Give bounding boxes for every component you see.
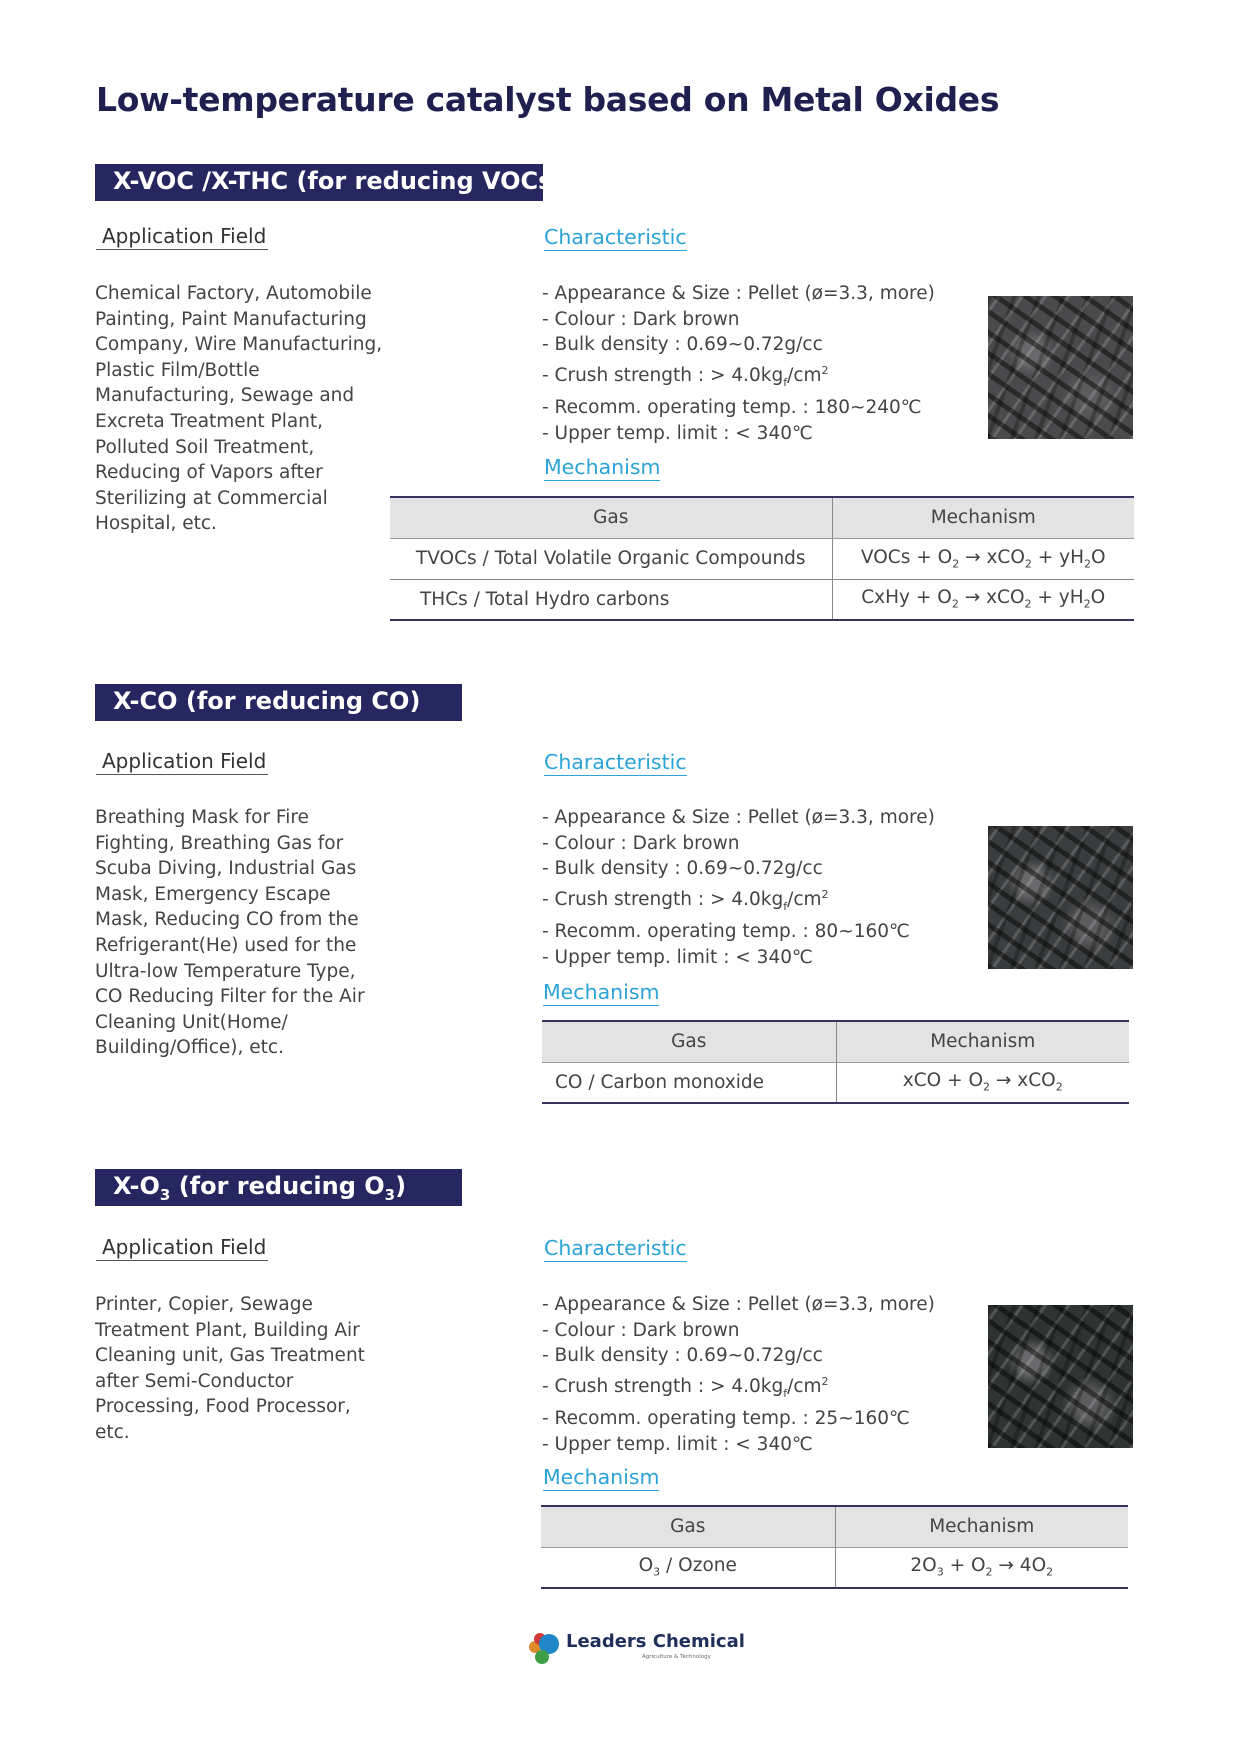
table-header-row bbox=[390, 497, 1134, 538]
char-bulk-density: - Bulk density : 0.69~0.72g/cc bbox=[542, 334, 823, 356]
application-field-heading: Application Field bbox=[96, 749, 268, 775]
gas-cell: TVOCs / Total Volatile Organic Compounds bbox=[390, 538, 832, 579]
application-field-text: Breathing Mask for Fire Fighting, Breathing Gas for Scuba Diving, Industrial Gas Mask, Emergency Escape Mask, Reducing CO from the Refrigerant(He) used for the Ultra-low Temperature Type, CO Reducing Filter for the Air Cleaning Unit(Home/ Building/Office), etc. bbox=[95, 807, 365, 1059]
mechanism-table bbox=[541, 1505, 1128, 1589]
char-upper-temp: - Upper temp. limit : < 340℃ bbox=[542, 1433, 813, 1455]
char-upper-temp: - Upper temp. limit : < 340℃ bbox=[542, 946, 813, 968]
char-crush-strength: - Crush strength : > $4.0kg_f/cm^2$ bbox=[542, 887, 829, 913]
pellet-photo bbox=[988, 826, 1133, 969]
char-operating-temp: - Recomm. operating temp. : 80~160℃ bbox=[542, 921, 910, 943]
application-field-text: Chemical Factory, Automobile Painting, Paint Manufacturing Company, Wire Manufacturing, Plastic Film/Bottle Manufacturing, Sewage and Excreta Treatment Plant, Polluted Soil Treatment, Reducing of Vapors after Sterilizing at Commercial Hospital, etc. bbox=[95, 283, 383, 535]
characteristic-list bbox=[542, 1292, 935, 1457]
char-appearance: - Appearance & Size : Pellet (ø=3.3, more) bbox=[542, 283, 935, 304]
char-appearance: - Appearance & Size : Pellet (ø=3.3, more) bbox=[542, 1294, 935, 1315]
char-bulk-density: - Bulk density : 0.69~0.72g/cc bbox=[542, 1345, 823, 1367]
char-operating-temp: - Recomm. operating temp. : 180~240℃ bbox=[542, 397, 922, 419]
mechanism-heading: Mechanism bbox=[543, 1465, 660, 1489]
pellet-photo bbox=[988, 1305, 1133, 1448]
char-upper-temp: - Upper temp. limit : < 340℃ bbox=[542, 422, 813, 444]
table-header-gas: Gas bbox=[542, 1021, 836, 1062]
table-header-mechanism: Mechanism bbox=[836, 1021, 1129, 1062]
section-banner-voc: X-VOC /X-THC (for reducing VOCs) bbox=[95, 164, 543, 201]
mechanism-table bbox=[542, 1020, 1129, 1104]
characteristic-list bbox=[542, 281, 935, 446]
table-row bbox=[541, 1547, 1128, 1588]
char-crush-strength: - Crush strength : > $4.0kg_f/cm^2$ bbox=[542, 1374, 829, 1400]
characteristic-list bbox=[542, 805, 935, 970]
gas-cell: $O_3$ / Ozone bbox=[541, 1547, 835, 1588]
pellet-photo bbox=[988, 296, 1133, 439]
mechanism-heading: Mechanism bbox=[544, 455, 661, 479]
characteristic-heading: Characteristic bbox=[544, 750, 687, 774]
mechanism-cell: CxHy + $O_2 \to xCO_2 + yH_2O$ bbox=[832, 579, 1134, 620]
table-row bbox=[390, 579, 1134, 620]
logo-mark-icon bbox=[526, 1630, 566, 1670]
application-field-heading: Application Field bbox=[96, 1235, 268, 1261]
table-row bbox=[542, 1062, 1129, 1103]
mechanism-cell: xCO + $O_2 \to xCO_2$ bbox=[836, 1062, 1129, 1103]
gas-cell: CO / Carbon monoxide bbox=[542, 1062, 836, 1103]
mechanism-cell: VOCs + $O_2 \to xCO_2 + yH_2O$ bbox=[832, 538, 1134, 579]
char-crush-strength: - Crush strength : > $4.0kg_f/cm^2$ bbox=[542, 363, 829, 389]
mechanism-table bbox=[390, 496, 1134, 621]
table-header-mechanism: Mechanism bbox=[835, 1506, 1128, 1547]
mechanism-heading: Mechanism bbox=[543, 980, 660, 1004]
table-header-row bbox=[541, 1506, 1128, 1547]
char-colour: - Colour : Dark brown bbox=[542, 1319, 740, 1341]
characteristic-heading: Characteristic bbox=[544, 1236, 687, 1260]
char-operating-temp: - Recomm. operating temp. : 25~160℃ bbox=[542, 1408, 910, 1430]
char-bulk-density: - Bulk density : 0.69~0.72g/cc bbox=[542, 858, 823, 880]
table-header-mechanism: Mechanism bbox=[832, 497, 1134, 538]
table-header-row bbox=[542, 1021, 1129, 1062]
table-row bbox=[390, 538, 1134, 579]
logo-tagline: Agriculture & Technology bbox=[642, 1654, 711, 1660]
mechanism-cell: $2O_3 + O_2 \to 4O_2$ bbox=[835, 1547, 1128, 1588]
char-appearance: - Appearance & Size : Pellet (ø=3.3, more) bbox=[542, 807, 935, 828]
table-header-gas: Gas bbox=[390, 497, 832, 538]
section-banner-ozone: $X-O_3$ (for reducing $O_3$) bbox=[95, 1169, 462, 1206]
company-logo bbox=[524, 1630, 745, 1670]
gas-cell: THCs / Total Hydro carbons bbox=[390, 579, 832, 620]
table-header-gas: Gas bbox=[541, 1506, 835, 1547]
application-field-heading: Application Field bbox=[96, 224, 268, 250]
section-banner-co: X-CO (for reducing CO) bbox=[95, 684, 462, 721]
characteristic-heading: Characteristic bbox=[544, 225, 687, 249]
logo-name: Leaders Chemical bbox=[566, 1631, 745, 1652]
char-colour: - Colour : Dark brown bbox=[542, 832, 740, 854]
char-colour: - Colour : Dark brown bbox=[542, 308, 740, 330]
page-title: Low-temperature catalyst based on Metal Oxides bbox=[96, 80, 1000, 119]
application-field-text: Printer, Copier, Sewage Treatment Plant, Building Air Cleaning unit, Gas Treatment after Semi-Conductor Processing, Food Processor, etc. bbox=[95, 1294, 365, 1443]
